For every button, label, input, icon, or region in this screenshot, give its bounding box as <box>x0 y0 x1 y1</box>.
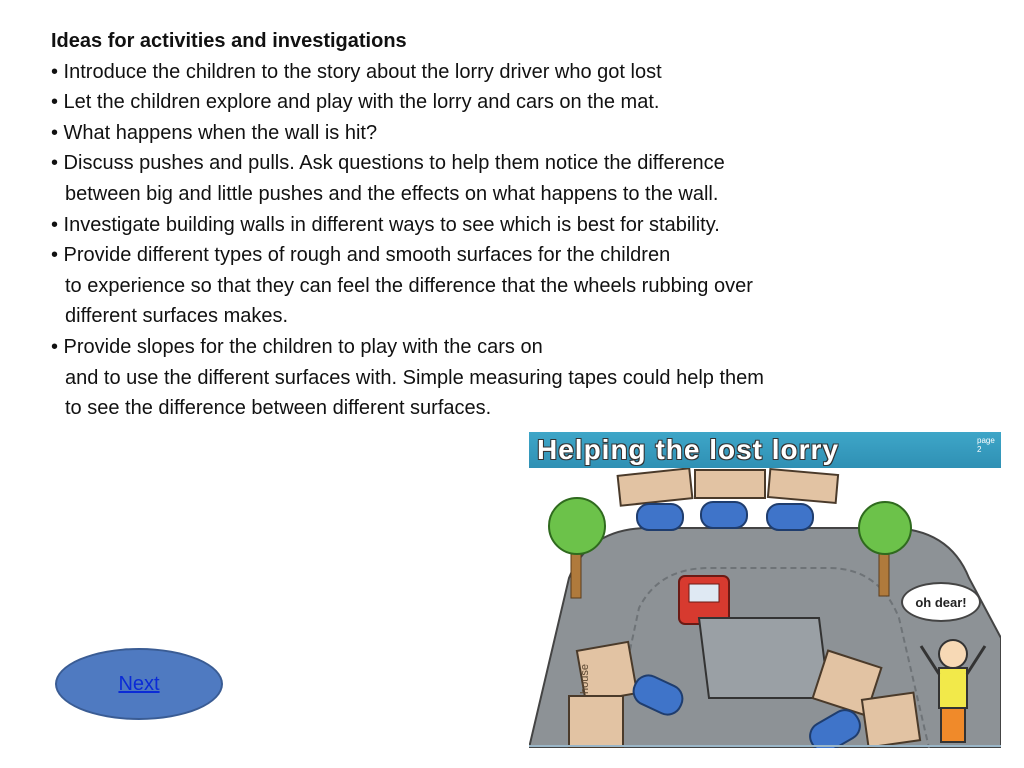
box-house-label: house <box>579 664 591 694</box>
car-icon <box>701 502 747 528</box>
activity-notes <box>51 26 981 424</box>
box-wall-top <box>618 468 838 505</box>
car-icon <box>637 504 683 530</box>
notes-line: • Introduce the children to the story about the lorry driver who got lost <box>51 60 662 83</box>
lost-lorry-illustration <box>529 432 1001 748</box>
notes-line: to see the difference between different surfaces. <box>65 397 492 420</box>
notes-line: to experience so that they can feel the difference that the wheels rubbing over <box>65 274 753 297</box>
next-link[interactable]: Next <box>118 672 160 695</box>
illustration-title: Helping the lost lorry <box>537 434 840 465</box>
notes-line: • What happens when the wall is hit? <box>51 121 378 144</box>
next-button[interactable] <box>55 648 223 720</box>
notes-line: between big and little pushes and the effects on what happens to the wall. <box>65 182 719 205</box>
notes-line: different surfaces makes. <box>65 305 289 328</box>
notes-line: and to use the different surfaces with. Simple measuring tapes could help them <box>65 366 764 389</box>
speech-bubble: oh dear! <box>901 582 981 622</box>
notes-line: • Discuss pushes and pulls. Ask questions to help them notice the difference <box>51 152 725 175</box>
notes-line: • Investigate building walls in different ways to see which is best for stability. <box>51 213 720 236</box>
notes-line: • Let the children explore and play with the lorry and cars on the mat. <box>51 91 660 114</box>
car-icon <box>767 504 813 530</box>
notes-line: • Provide different types of rough and smooth surfaces for the children <box>51 244 671 267</box>
notes-line: • Provide slopes for the children to play with the cars on <box>51 335 543 358</box>
illustration-page-label: page 2 <box>977 436 995 454</box>
notes-heading: Ideas for activities and investigations <box>51 30 407 52</box>
